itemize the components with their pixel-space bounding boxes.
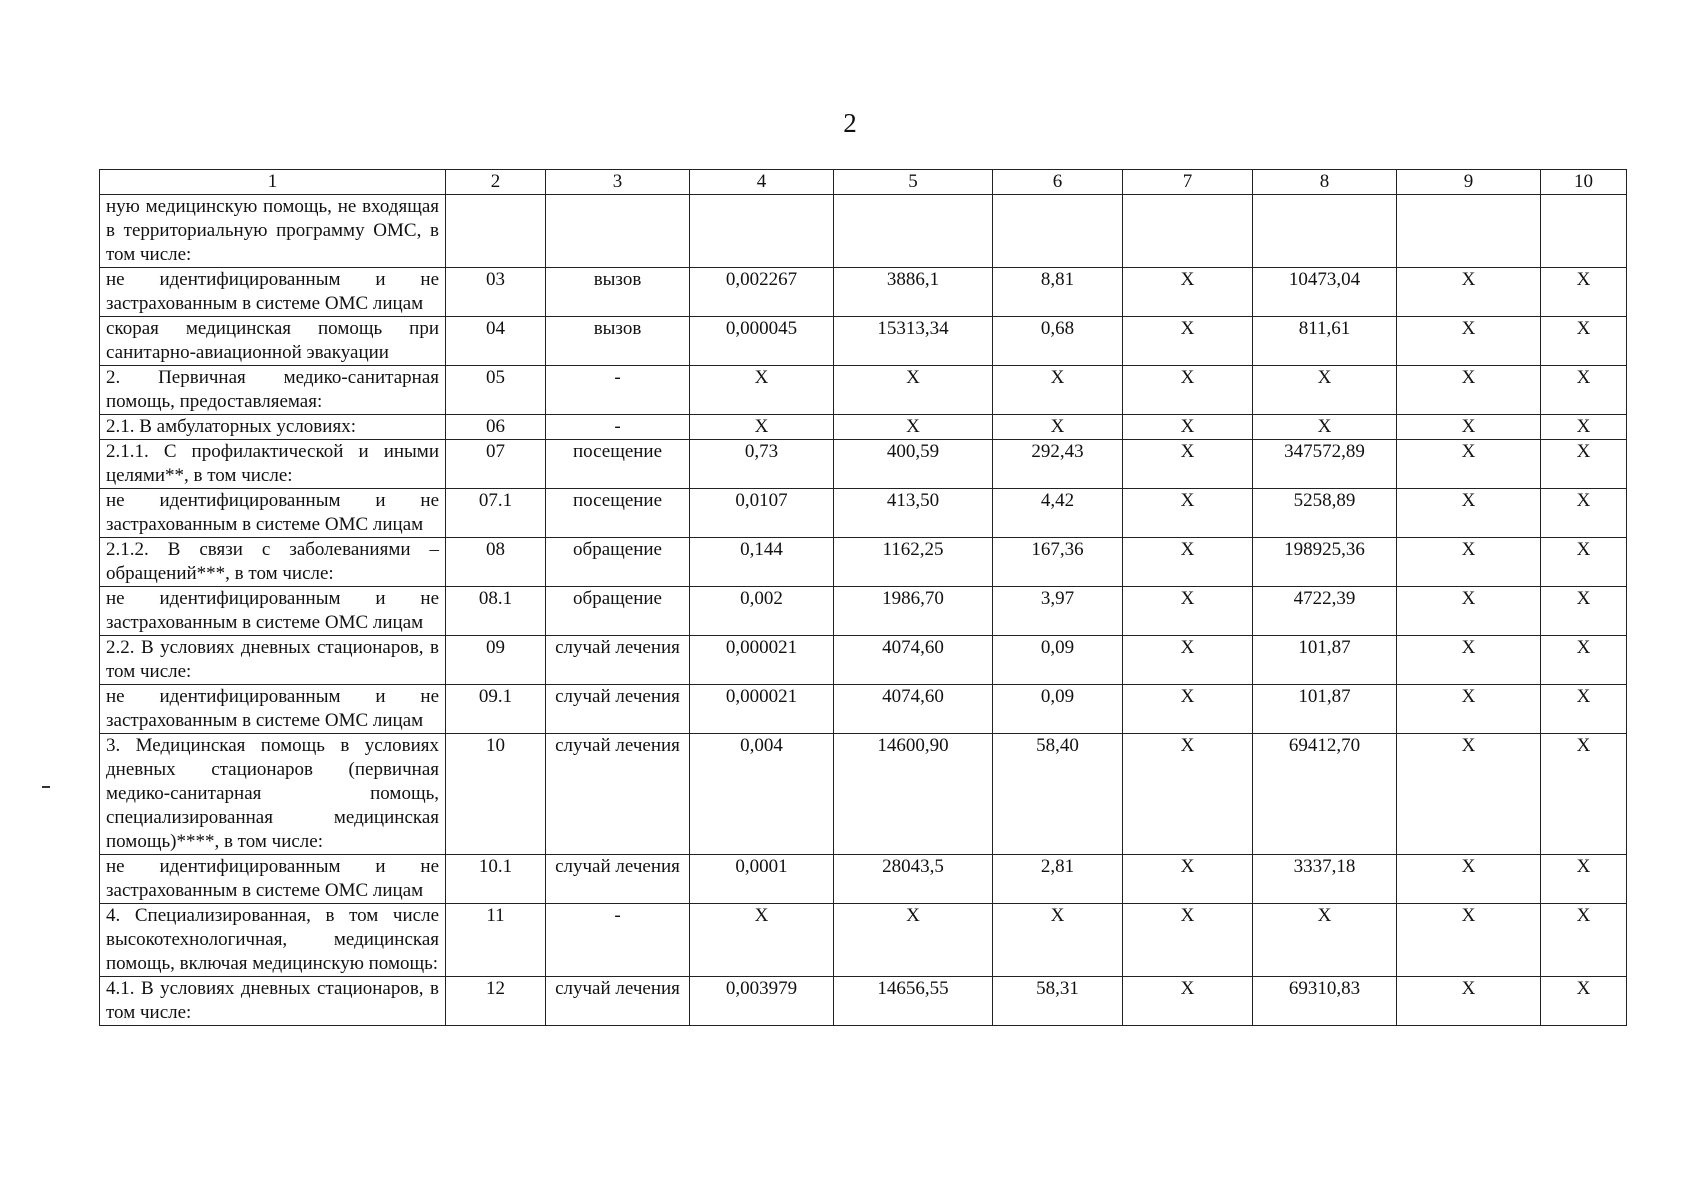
row-code-cell: 09 (446, 636, 546, 685)
margin-mark (42, 786, 50, 788)
volume-norm-cell: 0,000045 (690, 317, 834, 366)
cost-norm-cell: 400,59 (834, 440, 993, 489)
cell-10-cell: Х (1541, 685, 1627, 734)
cell-8-cell: Х (1253, 904, 1397, 977)
unit-cell: - (546, 415, 690, 440)
row-label-cell: не идентифицированным и не застрахованным в системе ОМС лицам (100, 489, 446, 538)
row-label-cell: 2.1.2. В связи с заболеваниями – обращений***, в том числе: (100, 538, 446, 587)
cell-7-cell: Х (1123, 366, 1253, 415)
volume-norm-cell: 0,0001 (690, 855, 834, 904)
cell-9-cell: Х (1397, 268, 1541, 317)
cell-10-cell: Х (1541, 317, 1627, 366)
cell-10-cell: Х (1541, 415, 1627, 440)
cost-norm-cell: Х (834, 415, 993, 440)
unit-cell: обращение (546, 587, 690, 636)
volume-norm-cell: 0,002 (690, 587, 834, 636)
cell-8-cell: 811,61 (1253, 317, 1397, 366)
volume-norm-cell: Х (690, 366, 834, 415)
cell-7-cell: Х (1123, 317, 1253, 366)
cell-10-cell: Х (1541, 268, 1627, 317)
column-header: 4 (690, 170, 834, 195)
row-code-cell: 03 (446, 268, 546, 317)
row-label-cell: 4.1. В условиях дневных стационаров, в том числе: (100, 977, 446, 1026)
header-row (100, 170, 1627, 195)
cell-7-cell: Х (1123, 904, 1253, 977)
cell-8-cell: 5258,89 (1253, 489, 1397, 538)
row-code-cell: 10.1 (446, 855, 546, 904)
volume-norm-cell (690, 195, 834, 268)
per-capita-cell: Х (993, 904, 1123, 977)
cell-7-cell: Х (1123, 734, 1253, 855)
table-row (100, 538, 1627, 587)
unit-cell: случай лечения (546, 734, 690, 855)
column-header: 5 (834, 170, 993, 195)
per-capita-cell: 4,42 (993, 489, 1123, 538)
cell-7-cell: Х (1123, 489, 1253, 538)
cost-norm-cell: 3886,1 (834, 268, 993, 317)
cell-8-cell: 347572,89 (1253, 440, 1397, 489)
table-row (100, 366, 1627, 415)
cell-7-cell (1123, 195, 1253, 268)
row-label-cell: не идентифицированным и не застрахованным в системе ОМС лицам (100, 587, 446, 636)
column-header: 9 (1397, 170, 1541, 195)
cell-8-cell (1253, 195, 1397, 268)
column-header: 1 (100, 170, 446, 195)
table-row (100, 904, 1627, 977)
cell-7-cell: Х (1123, 440, 1253, 489)
unit-cell: посещение (546, 440, 690, 489)
row-code-cell: 11 (446, 904, 546, 977)
cell-8-cell: 3337,18 (1253, 855, 1397, 904)
cost-norm-cell: Х (834, 904, 993, 977)
cell-7-cell: Х (1123, 268, 1253, 317)
cost-norm-cell: 1162,25 (834, 538, 993, 587)
volume-norm-cell: 0,000021 (690, 685, 834, 734)
volume-norm-cell: 0,000021 (690, 636, 834, 685)
cost-norm-cell: Х (834, 366, 993, 415)
table-row (100, 440, 1627, 489)
per-capita-cell: 3,97 (993, 587, 1123, 636)
unit-cell: случай лечения (546, 685, 690, 734)
row-code-cell: 08.1 (446, 587, 546, 636)
cell-7-cell: Х (1123, 636, 1253, 685)
cell-9-cell: Х (1397, 685, 1541, 734)
unit-cell: случай лечения (546, 855, 690, 904)
cell-10-cell: Х (1541, 904, 1627, 977)
unit-cell: посещение (546, 489, 690, 538)
cost-norm-cell (834, 195, 993, 268)
table-row (100, 195, 1627, 268)
cost-norm-cell: 4074,60 (834, 685, 993, 734)
row-label-cell: ную медицинскую помощь, не входящая в территориальную программу ОМС, в том числе: (100, 195, 446, 268)
row-label-cell: не идентифицированным и не застрахованным в системе ОМС лицам (100, 855, 446, 904)
cost-norm-cell: 28043,5 (834, 855, 993, 904)
cell-7-cell: Х (1123, 685, 1253, 734)
unit-cell: вызов (546, 268, 690, 317)
volume-norm-cell: Х (690, 904, 834, 977)
cell-8-cell: Х (1253, 415, 1397, 440)
column-header: 7 (1123, 170, 1253, 195)
cell-10-cell: Х (1541, 366, 1627, 415)
cell-9-cell: Х (1397, 855, 1541, 904)
cell-10-cell: Х (1541, 855, 1627, 904)
cell-10-cell: Х (1541, 440, 1627, 489)
row-code-cell: 06 (446, 415, 546, 440)
cell-9-cell: Х (1397, 415, 1541, 440)
per-capita-cell: 167,36 (993, 538, 1123, 587)
cell-8-cell: 198925,36 (1253, 538, 1397, 587)
per-capita-cell: Х (993, 366, 1123, 415)
row-code-cell: 05 (446, 366, 546, 415)
column-header: 10 (1541, 170, 1627, 195)
cell-10-cell: Х (1541, 489, 1627, 538)
row-code-cell: 07 (446, 440, 546, 489)
cell-10-cell (1541, 195, 1627, 268)
cell-10-cell: Х (1541, 734, 1627, 855)
cell-9-cell: Х (1397, 538, 1541, 587)
per-capita-cell: 0,09 (993, 636, 1123, 685)
row-code-cell: 12 (446, 977, 546, 1026)
cost-norm-cell: 4074,60 (834, 636, 993, 685)
per-capita-cell (993, 195, 1123, 268)
cell-8-cell: 69310,83 (1253, 977, 1397, 1026)
cell-10-cell: Х (1541, 587, 1627, 636)
table-row (100, 855, 1627, 904)
unit-cell: случай лечения (546, 636, 690, 685)
table-row (100, 977, 1627, 1026)
volume-norm-cell: 0,0107 (690, 489, 834, 538)
column-header: 8 (1253, 170, 1397, 195)
volume-norm-cell: 0,002267 (690, 268, 834, 317)
per-capita-cell: Х (993, 415, 1123, 440)
row-label-cell: 2.1. В амбулаторных условиях: (100, 415, 446, 440)
cost-norm-cell: 15313,34 (834, 317, 993, 366)
unit-cell: - (546, 366, 690, 415)
table-row (100, 415, 1627, 440)
page-number: 2 (843, 108, 857, 138)
cell-7-cell: Х (1123, 855, 1253, 904)
table-row (100, 734, 1627, 855)
row-label-cell: 3. Медицинская помощь в условиях дневных стационаров (первичная медико-санитарная помощь, специализированная медицинская помощь)****, в том числе: (100, 734, 446, 855)
cell-10-cell: Х (1541, 538, 1627, 587)
cost-norm-cell: 1986,70 (834, 587, 993, 636)
cell-9-cell (1397, 195, 1541, 268)
cell-7-cell: Х (1123, 977, 1253, 1026)
cost-norm-cell: 14656,55 (834, 977, 993, 1026)
per-capita-cell: 58,40 (993, 734, 1123, 855)
volume-norm-cell: 0,144 (690, 538, 834, 587)
unit-cell: - (546, 904, 690, 977)
unit-cell: обращение (546, 538, 690, 587)
row-label-cell: 2.1.1. С профилактической и иными целями**, в том числе: (100, 440, 446, 489)
per-capita-cell: 292,43 (993, 440, 1123, 489)
cell-10-cell: Х (1541, 636, 1627, 685)
cell-10-cell: Х (1541, 977, 1627, 1026)
cell-9-cell: Х (1397, 977, 1541, 1026)
row-label-cell: 2. Первичная медико-санитарная помощь, предоставляемая: (100, 366, 446, 415)
cost-norm-cell: 413,50 (834, 489, 993, 538)
table-row (100, 685, 1627, 734)
volume-norm-cell: 0,004 (690, 734, 834, 855)
row-code-cell: 09.1 (446, 685, 546, 734)
cell-9-cell: Х (1397, 636, 1541, 685)
row-code-cell: 10 (446, 734, 546, 855)
medical-care-table (99, 169, 1627, 1026)
unit-cell (546, 195, 690, 268)
cell-7-cell: Х (1123, 538, 1253, 587)
unit-cell: вызов (546, 317, 690, 366)
cell-8-cell: 10473,04 (1253, 268, 1397, 317)
table-row (100, 489, 1627, 538)
column-header: 6 (993, 170, 1123, 195)
volume-norm-cell: 0,003979 (690, 977, 834, 1026)
cell-8-cell: 101,87 (1253, 685, 1397, 734)
cell-9-cell: Х (1397, 734, 1541, 855)
cell-9-cell: Х (1397, 440, 1541, 489)
row-label-cell: не идентифицированным и не застрахованным в системе ОМС лицам (100, 268, 446, 317)
row-code-cell: 08 (446, 538, 546, 587)
per-capita-cell: 8,81 (993, 268, 1123, 317)
cell-8-cell: 69412,70 (1253, 734, 1397, 855)
per-capita-cell: 58,31 (993, 977, 1123, 1026)
row-label-cell: не идентифицированным и не застрахованным в системе ОМС лицам (100, 685, 446, 734)
cell-7-cell: Х (1123, 587, 1253, 636)
column-header: 3 (546, 170, 690, 195)
row-code-cell: 07.1 (446, 489, 546, 538)
cell-9-cell: Х (1397, 366, 1541, 415)
row-code-cell: 04 (446, 317, 546, 366)
cell-9-cell: Х (1397, 587, 1541, 636)
column-header: 2 (446, 170, 546, 195)
cell-8-cell: Х (1253, 366, 1397, 415)
cell-9-cell: Х (1397, 489, 1541, 538)
table-row (100, 268, 1627, 317)
cell-8-cell: 101,87 (1253, 636, 1397, 685)
per-capita-cell: 0,68 (993, 317, 1123, 366)
per-capita-cell: 0,09 (993, 685, 1123, 734)
volume-norm-cell: Х (690, 415, 834, 440)
row-label-cell: скорая медицинская помощь при санитарно-авиационной эвакуации (100, 317, 446, 366)
row-label-cell: 4. Специализированная, в том числе высокотехнологичная, медицинская помощь, включая медицинскую помощь: (100, 904, 446, 977)
cell-7-cell: Х (1123, 415, 1253, 440)
row-label-cell: 2.2. В условиях дневных стационаров, в том числе: (100, 636, 446, 685)
volume-norm-cell: 0,73 (690, 440, 834, 489)
cell-8-cell: 4722,39 (1253, 587, 1397, 636)
per-capita-cell: 2,81 (993, 855, 1123, 904)
row-code-cell (446, 195, 546, 268)
cell-9-cell: Х (1397, 317, 1541, 366)
table-row (100, 587, 1627, 636)
table-row (100, 636, 1627, 685)
table-row (100, 317, 1627, 366)
unit-cell: случай лечения (546, 977, 690, 1026)
cost-norm-cell: 14600,90 (834, 734, 993, 855)
cell-9-cell: Х (1397, 904, 1541, 977)
